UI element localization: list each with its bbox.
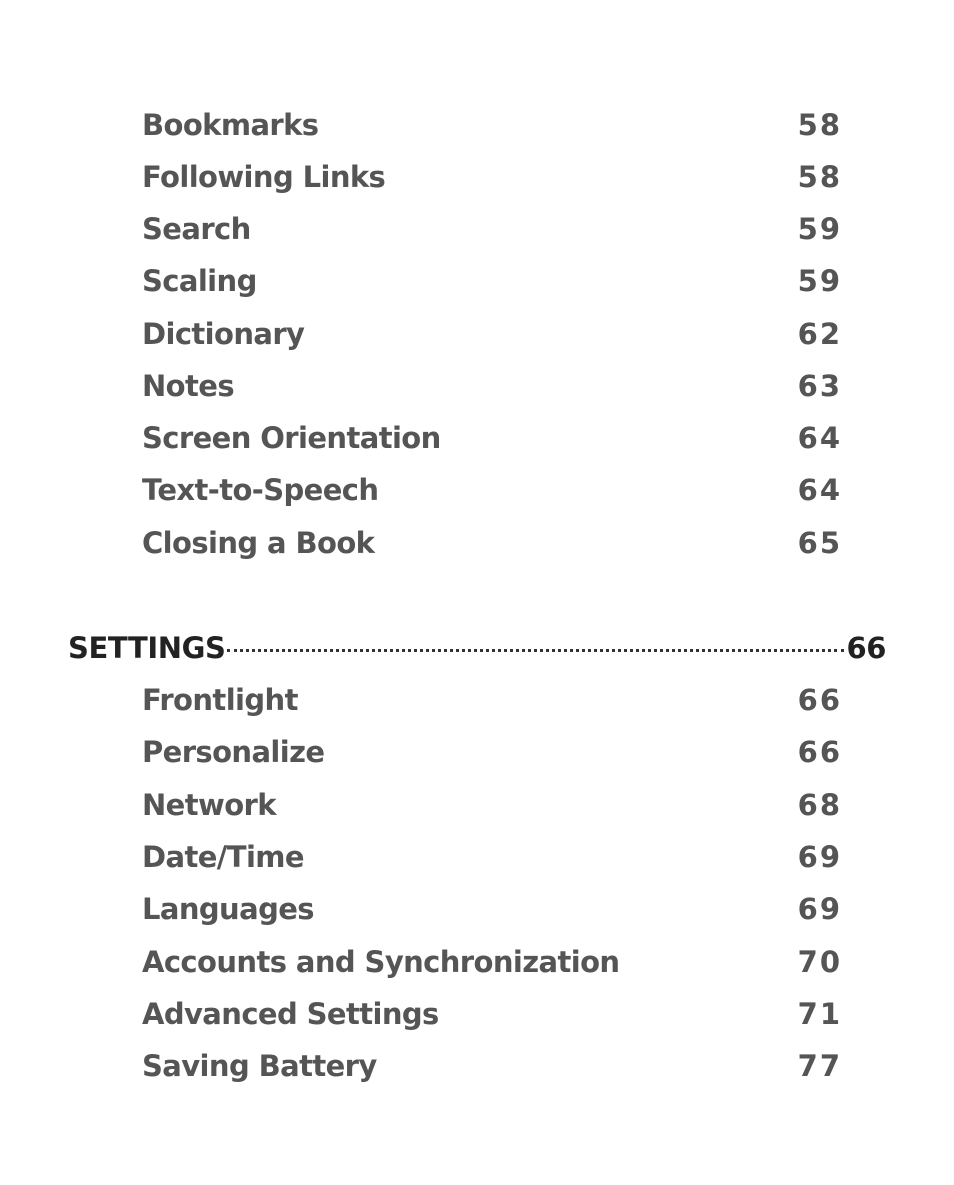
toc-entry-page: 66 <box>797 735 842 769</box>
toc-entry-page: 63 <box>797 369 842 403</box>
toc-entry-page: 68 <box>797 788 842 822</box>
toc-entry-label: Personalize <box>142 735 325 769</box>
toc-entry-page: 65 <box>797 526 842 560</box>
toc-entry-page: 59 <box>797 264 842 298</box>
toc-entry[interactable] <box>142 209 842 249</box>
toc-entry[interactable] <box>142 523 842 563</box>
toc-entry[interactable] <box>142 994 842 1034</box>
toc-entry-label: Languages <box>142 892 314 926</box>
toc-entry[interactable] <box>142 942 842 982</box>
toc-entry-page: 69 <box>797 892 842 926</box>
toc-entry-label: Saving Battery <box>142 1049 377 1083</box>
toc-entry-label: Screen Orientation <box>142 421 441 455</box>
toc-section-settings[interactable] <box>68 628 886 668</box>
toc-entry[interactable] <box>142 470 842 510</box>
toc-entry-label: Advanced Settings <box>142 997 439 1031</box>
toc-section-page: 66 <box>846 631 886 665</box>
toc-entry-page: 77 <box>797 1049 842 1083</box>
toc-entry-label: Notes <box>142 369 234 403</box>
toc-entry[interactable] <box>142 889 842 929</box>
toc-entry-page: 59 <box>797 212 842 246</box>
toc-entry-page: 66 <box>797 683 842 717</box>
toc-entry-page: 58 <box>797 160 842 194</box>
toc-entry[interactable] <box>142 157 842 197</box>
dot-leader <box>227 649 844 652</box>
toc-entry-page: 58 <box>797 108 842 142</box>
toc-entry-label: Following Links <box>142 160 386 194</box>
toc-entry[interactable] <box>142 314 842 354</box>
toc-entry[interactable] <box>142 366 842 406</box>
toc-entry-page: 64 <box>797 473 842 507</box>
toc-entry[interactable] <box>142 785 842 825</box>
toc-entry-label: Text-to-Speech <box>142 473 379 507</box>
toc-entry-label: Scaling <box>142 264 257 298</box>
toc-entry-page: 62 <box>797 317 842 351</box>
toc-entry[interactable] <box>142 732 842 772</box>
toc-entry-label: Dictionary <box>142 317 305 351</box>
toc-entry[interactable] <box>142 680 842 720</box>
toc-entry-label: Search <box>142 212 251 246</box>
toc-entry-label: Frontlight <box>142 683 298 717</box>
toc-entry-label: Date/Time <box>142 840 304 874</box>
toc-entry[interactable] <box>142 418 842 458</box>
toc-entry[interactable] <box>142 1046 842 1086</box>
toc-entry[interactable] <box>142 105 842 145</box>
toc-entry-label: Network <box>142 788 276 822</box>
toc-entry[interactable] <box>142 261 842 301</box>
toc-entry[interactable] <box>142 837 842 877</box>
toc-entry-label: Closing a Book <box>142 526 375 560</box>
toc-entry-page: 71 <box>797 997 842 1031</box>
toc-section-label: SETTINGS <box>68 631 226 665</box>
toc-entry-page: 69 <box>797 840 842 874</box>
toc-entry-page: 70 <box>797 945 842 979</box>
toc-entry-label: Bookmarks <box>142 108 319 142</box>
toc-entry-label: Accounts and Synchronization <box>142 945 620 979</box>
toc-entry-page: 64 <box>797 421 842 455</box>
